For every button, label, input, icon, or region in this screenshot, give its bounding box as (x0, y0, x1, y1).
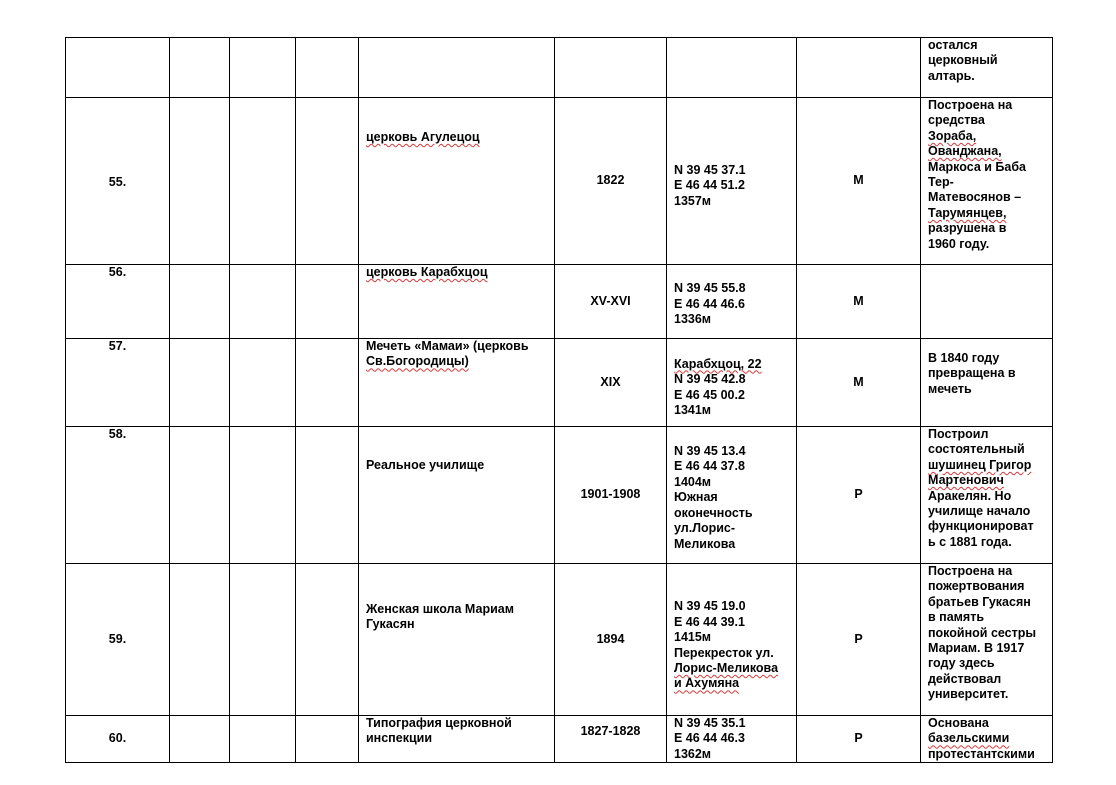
text-line (928, 237, 1048, 252)
text-line (366, 265, 550, 280)
empty-cell (170, 716, 230, 763)
text-line (674, 630, 792, 645)
line-text: N 39 45 55.8 (674, 281, 746, 296)
table-body (66, 38, 1053, 763)
line-text: 1336м (674, 312, 712, 327)
text-line (928, 351, 1048, 366)
text-line (674, 388, 792, 403)
text-line (928, 564, 1048, 579)
text-line (674, 646, 792, 661)
text-line (674, 194, 792, 209)
note-cell (921, 265, 1053, 339)
empty-cell (296, 98, 359, 265)
line-text: 1404м (674, 474, 712, 489)
line-text: E 46 44 46.3 (674, 731, 745, 746)
coords-cell (667, 564, 797, 716)
table-row (66, 98, 1053, 265)
number-cell: 55. (66, 98, 170, 265)
text-line (674, 281, 792, 296)
coords-cell (667, 427, 797, 564)
text-line (674, 403, 792, 418)
line-text: состоятельный (928, 442, 1025, 457)
line-text: превращена в (928, 366, 1016, 381)
text-line (928, 716, 1048, 731)
table-row (66, 265, 1053, 339)
empty-cell (230, 564, 296, 716)
line-text: остался (928, 38, 978, 52)
note-cell (921, 38, 1053, 98)
date-cell: XIX (555, 339, 667, 427)
number-cell: 56. (66, 265, 170, 339)
empty-cell (230, 98, 296, 265)
spellcheck-marked-text: Лорис-Меликова (674, 660, 779, 675)
note-cell (921, 98, 1053, 265)
text-line (928, 144, 1048, 159)
empty-cell (170, 98, 230, 265)
note-cell (921, 339, 1053, 427)
line-text: E 46 45 00.2 (674, 387, 745, 402)
empty-cell (230, 38, 296, 98)
line-text: инспекции (366, 731, 432, 746)
text-line (928, 641, 1048, 656)
line-text: Южная (674, 490, 718, 505)
text-line (674, 459, 792, 474)
text-line (674, 731, 792, 746)
line-text: Перекресток ул. (674, 645, 774, 660)
line-text: Построена на (928, 564, 1013, 578)
date-cell: 1822 (555, 98, 667, 265)
text-line (674, 599, 792, 614)
line-text: E 46 44 37.8 (674, 459, 745, 474)
line-text: ул.Лорис- (674, 521, 736, 536)
text-line (674, 747, 792, 762)
text-line (928, 656, 1048, 671)
type-cell (797, 38, 921, 98)
coords-cell (667, 265, 797, 339)
text-line (674, 297, 792, 312)
line-text: N 39 45 13.4 (674, 444, 746, 459)
spellcheck-marked-text: церковь Карабхцоц (366, 265, 488, 279)
text-line (928, 69, 1048, 84)
spellcheck-marked-text: Ованджана, (928, 144, 1002, 159)
line-text: протестантскими (928, 746, 1035, 761)
text-line (674, 615, 792, 630)
coords-cell (667, 38, 797, 98)
line-text: В 1840 году (928, 351, 1000, 365)
text-line (674, 490, 792, 505)
date-cell: 1901-1908 (555, 427, 667, 564)
text-line (674, 312, 792, 327)
text-line (928, 38, 1048, 53)
name-cell (359, 427, 555, 564)
line-text: 1415м (674, 630, 712, 645)
spellcheck-marked-text: Зораба, (928, 128, 977, 143)
line-text: пожертвования (928, 579, 1025, 594)
line-text: Реальное училище (366, 458, 485, 472)
date-cell: 1827-1828 (555, 716, 667, 763)
text-line (928, 190, 1048, 205)
note-cell (921, 716, 1053, 763)
text-line (366, 458, 550, 473)
line-text: Аракелян. Но (928, 488, 1012, 503)
text-line (674, 163, 792, 178)
line-text: 1960 году. (928, 236, 990, 251)
line-text: N 39 45 42.8 (674, 372, 746, 387)
text-line (674, 178, 792, 193)
text-line (928, 535, 1048, 550)
empty-cell (170, 339, 230, 427)
text-line (928, 579, 1048, 594)
text-line (674, 444, 792, 459)
spellcheck-marked-text: базельскими (928, 731, 1010, 746)
number-cell: 60. (66, 716, 170, 763)
line-text: университет. (928, 687, 1009, 702)
text-line (366, 339, 550, 354)
line-text: Построена на (928, 98, 1013, 112)
text-line (366, 130, 550, 145)
name-cell (359, 98, 555, 265)
text-line (366, 354, 550, 369)
line-text: Маркоса и Баба (928, 159, 1027, 174)
date-cell (555, 38, 667, 98)
line-text: N 39 45 37.1 (674, 162, 746, 177)
empty-cell (230, 427, 296, 564)
text-line (674, 357, 792, 372)
text-line (928, 610, 1048, 625)
line-text: Типография церковной (366, 716, 512, 730)
text-line (928, 458, 1048, 473)
spellcheck-marked-text: и Ахумяна (674, 676, 740, 691)
line-text: E 46 44 39.1 (674, 614, 745, 629)
name-cell (359, 38, 555, 98)
text-line (928, 98, 1048, 113)
empty-cell (296, 339, 359, 427)
line-text: действовал (928, 671, 1002, 686)
empty-cell (170, 564, 230, 716)
spellcheck-marked-text: церковь Агулецоц (366, 130, 480, 144)
text-line (674, 521, 792, 536)
line-text: мечеть (928, 381, 972, 396)
number-cell: 57. (66, 339, 170, 427)
line-text: покойной сестры (928, 625, 1037, 640)
text-line (674, 537, 792, 552)
table-row (66, 427, 1053, 564)
line-text: Мариам. В 1917 (928, 641, 1025, 656)
line-text: Мечеть «Мамаи» (церковь (366, 339, 529, 353)
coords-cell (667, 98, 797, 265)
line-text: 1362м (674, 746, 712, 761)
spellcheck-marked-text: Св.Богородицы) (366, 354, 469, 369)
line-text: E 46 44 46.6 (674, 296, 745, 311)
empty-cell (170, 38, 230, 98)
note-cell (921, 564, 1053, 716)
name-cell (359, 265, 555, 339)
line-text: Меликова (674, 536, 736, 551)
text-line (928, 747, 1048, 762)
text-line (928, 206, 1048, 221)
line-text: алтарь. (928, 68, 975, 83)
date-cell: 1894 (555, 564, 667, 716)
line-text: N 39 45 35.1 (674, 716, 746, 730)
text-line (928, 731, 1048, 746)
text-line (928, 442, 1048, 457)
table-row (66, 38, 1053, 98)
empty-cell (230, 339, 296, 427)
line-text: N 39 45 19.0 (674, 599, 746, 614)
line-text: году здесь (928, 656, 995, 671)
text-line (366, 617, 550, 632)
text-line (928, 113, 1048, 128)
monuments-table (65, 37, 1053, 763)
text-line (674, 475, 792, 490)
spellcheck-marked-text: Мартенович (928, 473, 1004, 488)
line-text: разрушена в (928, 221, 1007, 236)
name-cell (359, 339, 555, 427)
text-line (928, 427, 1048, 442)
text-line (928, 221, 1048, 236)
empty-cell (296, 265, 359, 339)
line-text: училище начало (928, 504, 1031, 519)
empty-cell (170, 427, 230, 564)
number-cell: 58. (66, 427, 170, 564)
spellcheck-marked-text: Тарумянцев, (928, 205, 1007, 220)
text-line (928, 672, 1048, 687)
text-line (928, 504, 1048, 519)
line-text: Тер- (928, 175, 954, 190)
spellcheck-marked-text: Карабхцоц, 22 (674, 356, 762, 371)
text-line (674, 372, 792, 387)
text-line (366, 602, 550, 617)
text-line (674, 661, 792, 676)
line-text: Матевосянов – (928, 190, 1022, 205)
empty-cell (170, 265, 230, 339)
line-text: средства (928, 113, 985, 128)
text-line (928, 519, 1048, 534)
line-text: Основана (928, 716, 989, 730)
spellcheck-marked-text: шушинец Григор (928, 457, 1032, 472)
text-line (928, 175, 1048, 190)
empty-cell (296, 38, 359, 98)
text-line (928, 473, 1048, 488)
text-line (928, 626, 1048, 641)
text-line (928, 595, 1048, 610)
name-cell (359, 564, 555, 716)
line-text: 1341м (674, 402, 712, 417)
date-cell: XV-XVI (555, 265, 667, 339)
line-text: Построил (928, 427, 989, 441)
empty-cell (296, 564, 359, 716)
note-cell (921, 427, 1053, 564)
line-text: ь с 1881 года. (928, 534, 1012, 549)
line-text: Женская школа Мариам (366, 602, 514, 616)
line-text: Гукасян (366, 617, 415, 632)
number-cell: 59. (66, 564, 170, 716)
text-line (928, 382, 1048, 397)
text-line (928, 366, 1048, 381)
text-line (928, 129, 1048, 144)
text-line (674, 716, 792, 731)
line-text: братьев Гукасян (928, 594, 1031, 609)
number-cell (66, 38, 170, 98)
line-text: церковный (928, 53, 998, 68)
text-line (366, 716, 550, 731)
empty-cell (296, 716, 359, 763)
type-cell: P (797, 716, 921, 763)
coords-cell (667, 716, 797, 763)
coords-cell (667, 339, 797, 427)
table-row (66, 339, 1053, 427)
line-text: 1357м (674, 193, 712, 208)
text-line (366, 731, 550, 746)
empty-cell (230, 265, 296, 339)
text-line (928, 687, 1048, 702)
type-cell: P (797, 427, 921, 564)
type-cell: M (797, 98, 921, 265)
empty-cell (296, 427, 359, 564)
table-row (66, 564, 1053, 716)
line-text: функционироват (928, 519, 1034, 534)
type-cell: M (797, 339, 921, 427)
type-cell: M (797, 265, 921, 339)
table-row (66, 716, 1053, 763)
line-text: E 46 44 51.2 (674, 178, 745, 193)
empty-cell (230, 716, 296, 763)
text-line (928, 53, 1048, 68)
line-text: оконечность (674, 505, 753, 520)
name-cell (359, 716, 555, 763)
line-text: в память (928, 610, 985, 625)
text-line (674, 676, 792, 691)
text-line (928, 489, 1048, 504)
text-line (674, 506, 792, 521)
type-cell: P (797, 564, 921, 716)
text-line (928, 160, 1048, 175)
